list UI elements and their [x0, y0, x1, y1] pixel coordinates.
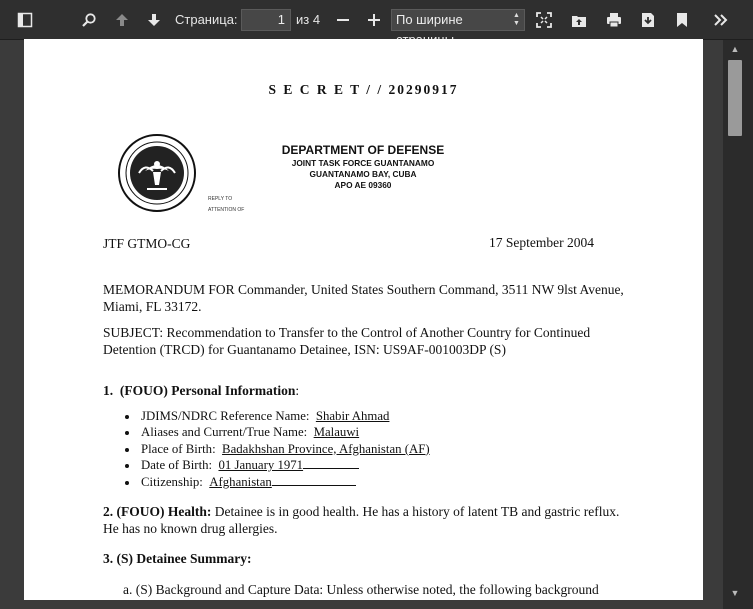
plus-icon: [367, 13, 381, 27]
presentation-mode-button[interactable]: [532, 8, 556, 32]
office-symbol: JTF GTMO-CG: [103, 236, 191, 251]
dod-seal-icon: [117, 133, 197, 213]
location-line: GUANTANAMO BAY, CUBA: [309, 169, 417, 179]
info-value: Badakhshan Province, Afghanistan (AF): [222, 441, 430, 456]
page-number-input[interactable]: 1: [241, 9, 291, 31]
pdf-page: [24, 39, 703, 600]
section-2-line-2: He has no known drug allergies.: [103, 521, 278, 536]
section-1-heading: [103, 382, 299, 399]
list-item: [139, 441, 430, 457]
zoom-select[interactable]: [391, 9, 525, 31]
personal-info-list: [121, 408, 430, 490]
fullscreen-icon: [536, 12, 552, 28]
sidebar-toggle-button[interactable]: [13, 8, 37, 32]
memo-subject: [103, 324, 693, 358]
scroll-down-arrow-icon[interactable]: ▼: [730, 588, 740, 598]
reply-to-label: REPLY TO: [208, 196, 233, 202]
info-label: Date of Birth:: [141, 458, 213, 473]
apo-line: APO AE 09360: [334, 180, 392, 190]
memo-for: [103, 281, 693, 315]
download-icon: [640, 12, 656, 28]
department-title: DEPARTMENT OF DEFENSE: [281, 143, 445, 157]
memo-date: 17 September 2004: [489, 235, 594, 250]
page-total: из 4: [296, 12, 321, 27]
bookmark-button[interactable]: [670, 8, 694, 32]
list-item: [139, 474, 430, 490]
section-3-heading: 3. (S) Detainee Summary:: [103, 551, 252, 566]
section-2-heading: 2. (FOUO) Health:: [103, 504, 212, 519]
memo-for-line-1: MEMORANDUM FOR Commander, United States Southern Command, 3511 NW 9lst Avenue,: [103, 282, 624, 297]
print-button[interactable]: [602, 8, 626, 32]
select-arrows-icon: ▲ ▼: [513, 12, 520, 27]
scroll-up-arrow-icon[interactable]: ▲: [730, 44, 740, 54]
find-button[interactable]: [77, 8, 101, 32]
download-button[interactable]: [636, 8, 660, 32]
search-icon: [81, 12, 97, 28]
zoom-in-button[interactable]: [362, 8, 386, 32]
pdf-toolbar: [0, 0, 753, 40]
previous-page-button[interactable]: [110, 8, 134, 32]
section-2-line-1: [103, 503, 693, 520]
info-label: Citizenship:: [141, 474, 203, 489]
double-chevron-right-icon: [713, 12, 729, 28]
info-value: 01 January 1971: [218, 458, 304, 473]
print-icon: [606, 12, 622, 28]
underline-filler: [303, 458, 359, 469]
section-2-text: Detainee is in good health. He has a history of latent TB and gastric reflux.: [211, 504, 620, 519]
vertical-scrollbar[interactable]: [723, 40, 753, 609]
next-page-button[interactable]: [142, 8, 166, 32]
info-value: Shabir Ahmad: [315, 409, 390, 423]
memo-for-line-2: Miami, FL 33172.: [103, 299, 202, 314]
section-1-number: 1.: [103, 383, 114, 398]
scrollbar-thumb[interactable]: [728, 60, 742, 136]
open-file-button[interactable]: [567, 8, 591, 32]
underline-filler: [272, 475, 356, 486]
list-item: [139, 408, 430, 424]
section-1-title: (FOUO) Personal Information: [119, 383, 296, 398]
list-item: [139, 457, 430, 473]
info-value: Malauwi: [313, 425, 360, 440]
info-label: Place of Birth:: [141, 441, 216, 456]
arrow-up-icon: [114, 12, 130, 28]
minus-icon: [336, 13, 350, 27]
classification-header: S E C R E T / / 20290917: [268, 82, 459, 97]
zoom-out-button[interactable]: [331, 8, 355, 32]
page-label: Страница:: [175, 12, 238, 27]
arrow-down-icon: [146, 12, 162, 28]
bookmark-icon: [675, 12, 689, 28]
zoom-select-value: По ширине: [396, 12, 463, 27]
list-item: [139, 424, 430, 440]
task-force-line: JOINT TASK FORCE GUANTANAMO: [291, 158, 435, 168]
info-value: Afghanistan: [209, 474, 272, 489]
open-file-icon: [571, 12, 587, 28]
info-label: JDIMS/NDRC Reference Name:: [141, 409, 310, 423]
section-2-health: [103, 503, 693, 537]
sidebar-toggle-icon: [17, 12, 33, 28]
attention-of-label: ATTENTION OF: [208, 207, 245, 213]
section-3a-text: a. (S) Background and Capture Data: Unless otherwise noted, the following background: [123, 582, 599, 597]
subject-line-2: Detention (TRCD) for Guantanamo Detainee, ISN: US9AF-001003DP (S): [103, 342, 506, 357]
tools-button[interactable]: [709, 8, 733, 32]
document-viewer[interactable]: [0, 40, 723, 609]
section-1-colon: :: [295, 383, 300, 398]
info-label: Aliases and Current/True Name:: [141, 425, 308, 440]
subject-line-1: SUBJECT: Recommendation to Transfer to the Control of Another Country for Continued: [103, 325, 591, 340]
